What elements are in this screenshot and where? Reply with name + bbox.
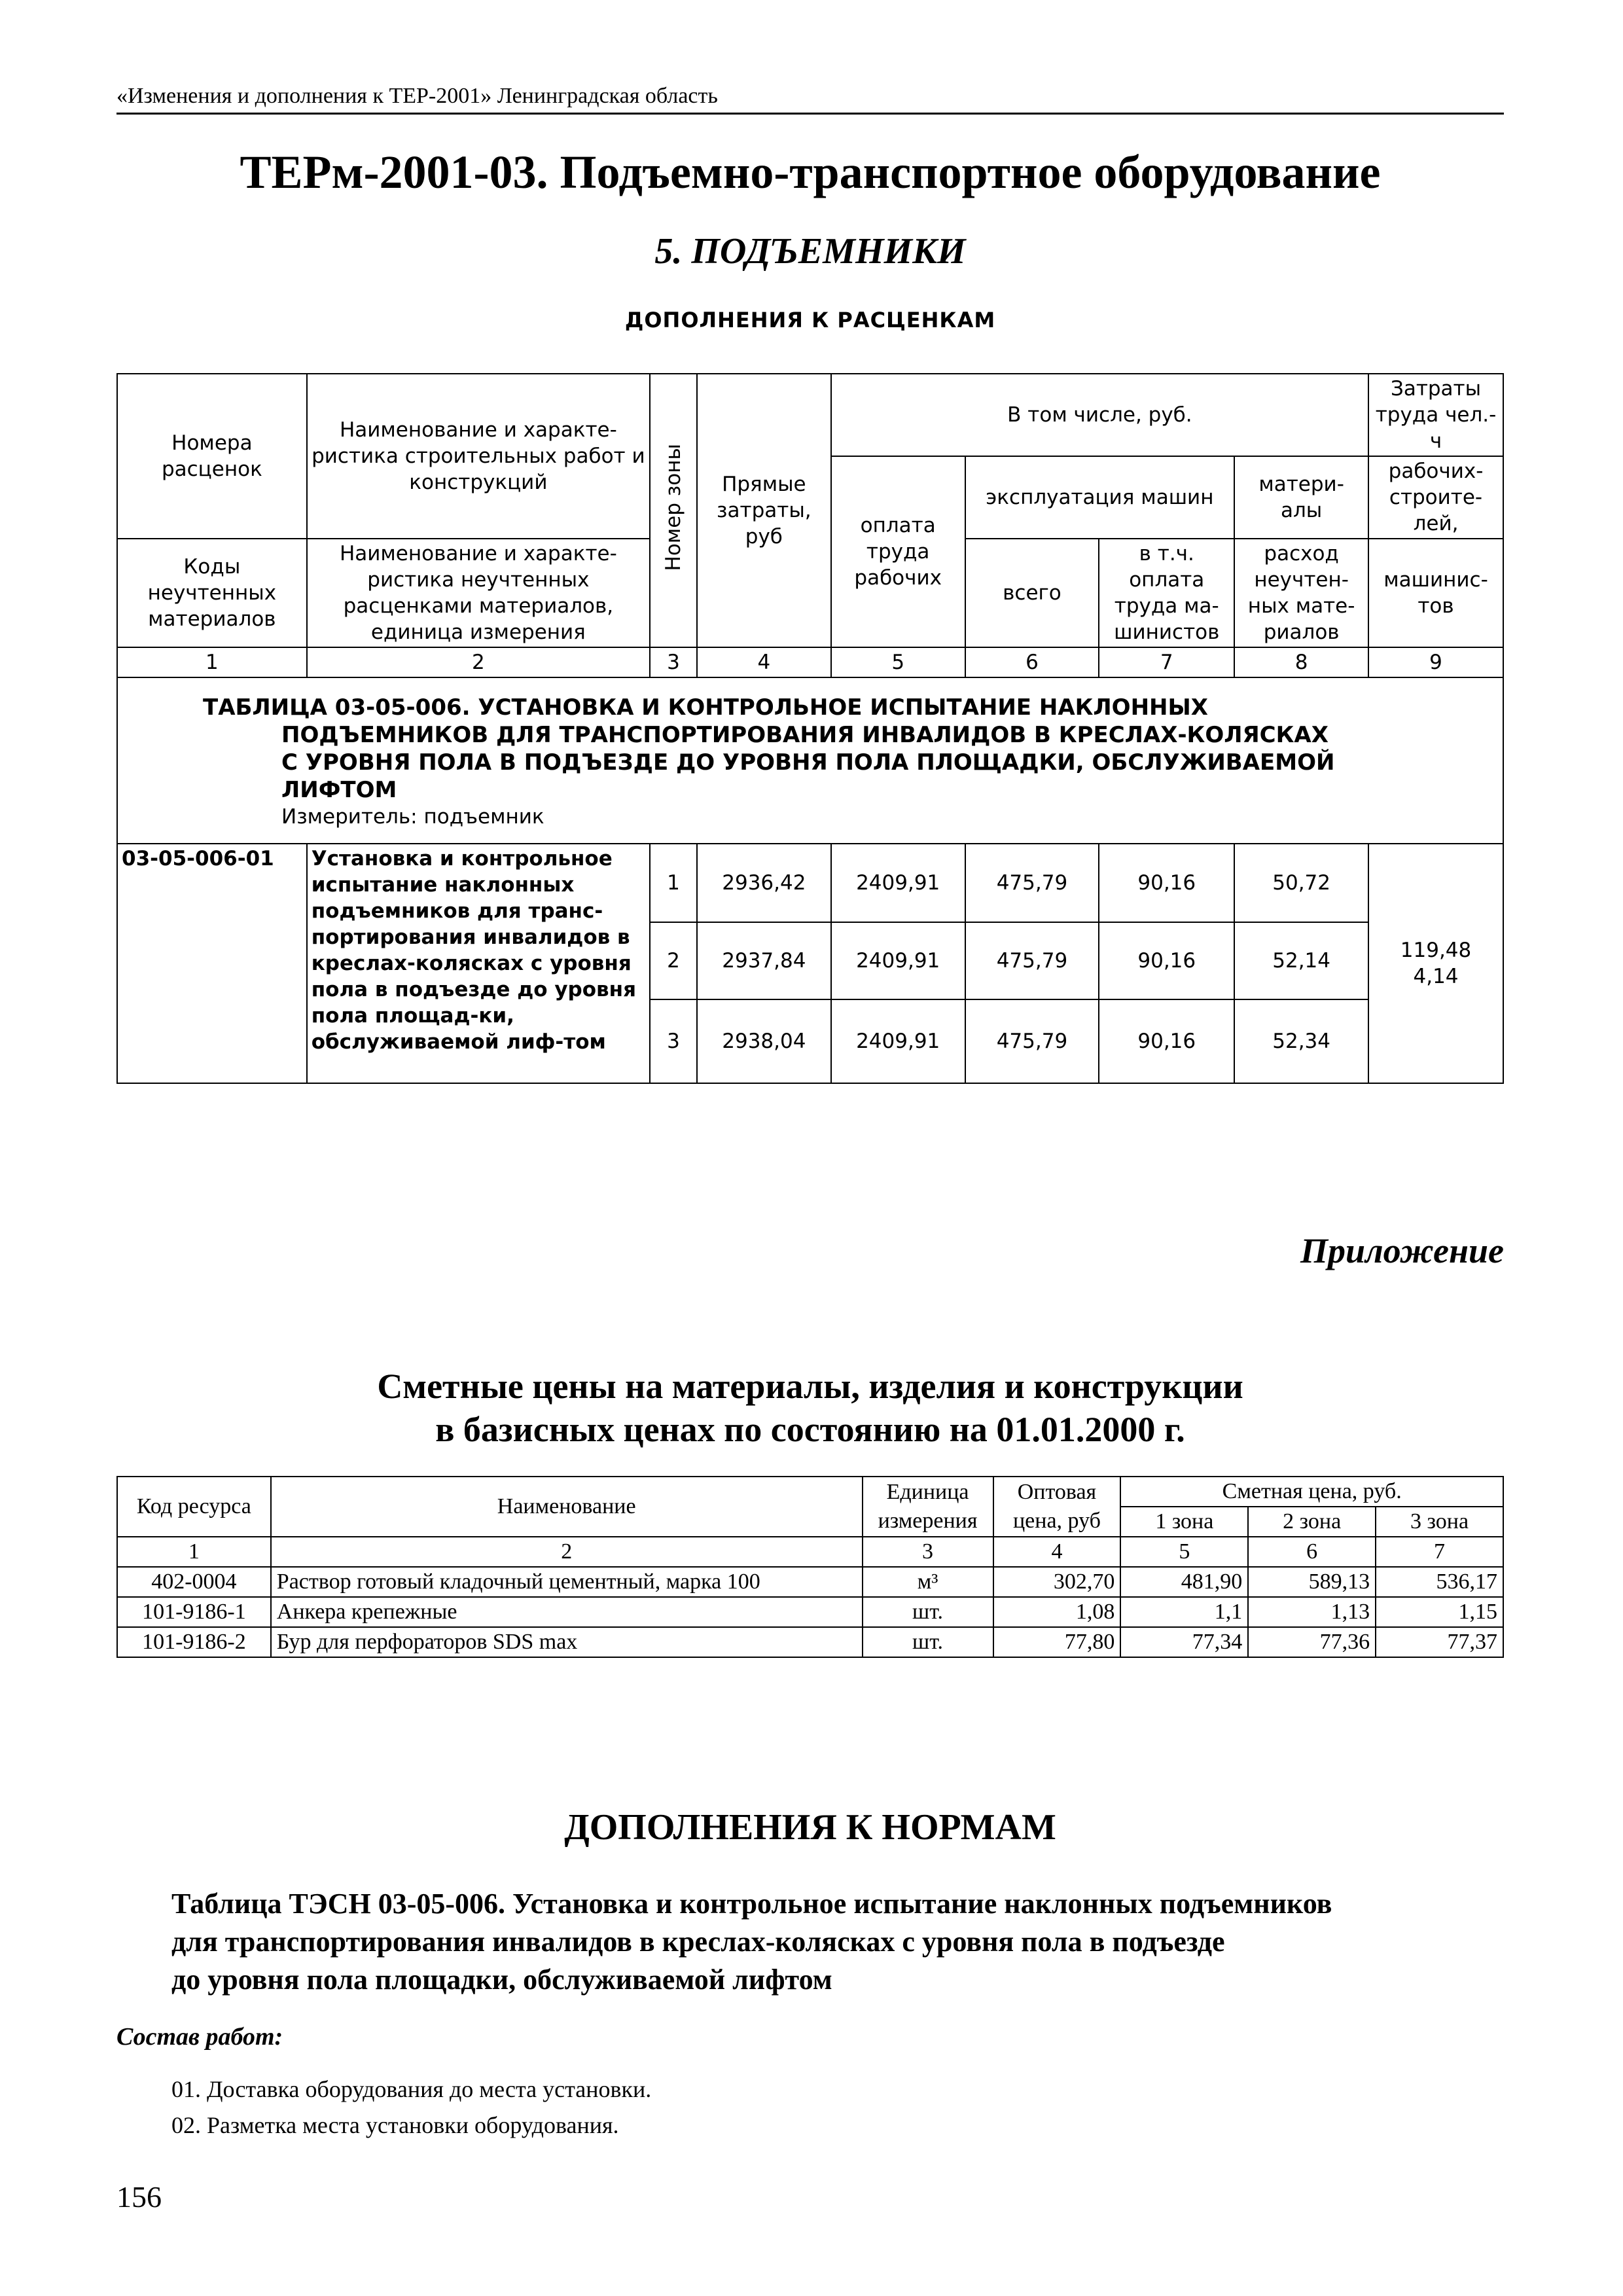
list-item: 02. Разметка места установки оборудования. (171, 2112, 619, 2138)
header-work-name: Наименование и характе-ристика строительных работ и конструкций (307, 374, 650, 539)
header-machines-operators: в т.ч. оплата труда ма-шинистов (1099, 539, 1234, 647)
header-estimate-price: Сметная цена, руб. (1120, 1477, 1503, 1507)
work-list (171, 2072, 651, 2144)
workers-pay: 2409,91 (831, 922, 965, 999)
subsection-title: ДОПОЛНЕНИЯ К РАСЦЕНКАМ (624, 308, 996, 332)
materials: 50,72 (1234, 844, 1368, 922)
header-materials-name: Наименование и характе-ристика неучтенных расценками материалов, единица измерения (307, 539, 650, 647)
column-number: 6 (1248, 1537, 1376, 1567)
header-machines: эксплуатация машин (965, 456, 1235, 539)
norms-title: ДОПОЛНЕНИЯ К НОРМАМ (564, 1807, 1056, 1848)
machines-total: 475,79 (965, 999, 1099, 1083)
resource-code: 101-9186-2 (117, 1627, 271, 1657)
machines-total: 475,79 (965, 922, 1099, 999)
resource-name: Раствор готовый кладочный цементный, марка 100 (271, 1567, 863, 1597)
rate-name: Установка и контрольное испытание наклонных подъемников для транс-портирования инвалидов в креслах-колясках с уровня пола в подъезде до уровня пола площад-ки, обслуживаемой лиф-том (307, 844, 650, 1083)
column-number: 4 (993, 1537, 1121, 1567)
column-numbers-row (117, 1537, 1503, 1567)
page-number: 156 (116, 2180, 162, 2214)
column-number: 8 (1234, 647, 1368, 677)
machines-operators: 90,16 (1099, 844, 1234, 922)
norms-table-title-line: до уровня пола площадки, обслуживаемой лифтом (171, 1964, 832, 1996)
composition-label: Состав работ: (116, 2023, 283, 2051)
header-labor-workers: рабочих-строите-лей, (1368, 456, 1503, 539)
resource-code: 402-0004 (117, 1567, 271, 1597)
zone-number: 3 (650, 999, 697, 1083)
table-caption (117, 677, 1503, 844)
prices-table (116, 1476, 1504, 1658)
zone-2-price: 77,36 (1248, 1627, 1376, 1657)
resource-name: Анкера крепежные (271, 1597, 863, 1627)
resource-unit: шт. (863, 1627, 993, 1657)
zone-number: 2 (650, 922, 697, 999)
header-rate-numbers: Номера расценок (117, 374, 307, 539)
column-number: 2 (307, 647, 650, 677)
zone-1-price: 481,90 (1120, 1567, 1248, 1597)
zone-3-price: 536,17 (1376, 1567, 1503, 1597)
table-row (117, 1597, 1503, 1627)
header-direct-costs: Прямые затраты, руб (697, 374, 831, 647)
column-number: 4 (697, 647, 831, 677)
zone-2-price: 589,13 (1248, 1567, 1376, 1597)
header-including: В том числе, руб. (831, 374, 1368, 456)
wholesale-price: 1,08 (993, 1597, 1121, 1627)
caption-measure: Измеритель: подъемник (281, 805, 544, 829)
wholesale-price: 302,70 (993, 1567, 1121, 1597)
column-number: 5 (1120, 1537, 1248, 1567)
caption-line: ПОДЪЕМНИКОВ ДЛЯ ТРАНСПОРТИРОВАНИЯ ИНВАЛИДОВ В КРЕСЛАХ-КОЛЯСКАХ (281, 722, 1329, 748)
running-head: «Изменения и дополнения к ТЕР-2001» Ленинградская область (116, 84, 1504, 115)
header-workers-pay: оплата труда рабочих (831, 456, 965, 647)
labor-costs (1368, 844, 1503, 1083)
norms-table-title-line: Таблица ТЭСН 03-05-006. Установка и контрольное испытание наклонных подъемников (171, 1888, 1332, 1920)
column-number: 6 (965, 647, 1099, 677)
machines-operators: 90,16 (1099, 922, 1234, 999)
column-numbers-row (117, 647, 1503, 677)
direct-costs: 2938,04 (697, 999, 831, 1083)
column-number: 7 (1376, 1537, 1503, 1567)
header-wholesale-price: Оптовая цена, руб (993, 1477, 1121, 1537)
header-zone-3: 3 зона (1376, 1507, 1503, 1537)
header-materials: матери-алы (1234, 456, 1368, 539)
materials: 52,34 (1234, 999, 1368, 1083)
rates-table (116, 373, 1504, 1084)
header-machines-total: всего (965, 539, 1099, 647)
header-zone (650, 374, 697, 647)
caption-line: ТАБЛИЦА 03-05-006. УСТАНОВКА И КОНТРОЛЬНОЕ ИСПЫТАНИЕ НАКЛОННЫХ (203, 694, 1208, 721)
zone-3-price: 1,15 (1376, 1597, 1503, 1627)
direct-costs: 2937,84 (697, 922, 831, 999)
workers-pay: 2409,91 (831, 844, 965, 922)
section-title: 5. ПОДЪЕМНИКИ (654, 231, 966, 272)
resource-code: 101-9186-1 (117, 1597, 271, 1627)
header-materials-consumption: расход неучтен-ных мате-риалов (1234, 539, 1368, 647)
workers-pay: 2409,91 (831, 999, 965, 1083)
header-unit: Единица измерения (863, 1477, 993, 1537)
zone-1-price: 77,34 (1120, 1627, 1248, 1657)
resource-unit: м³ (863, 1567, 993, 1597)
column-number: 1 (117, 647, 307, 677)
column-number: 3 (863, 1537, 993, 1567)
table-row (117, 1627, 1503, 1657)
page-title: ТЕРм-2001-03. Подъемно-транспортное оборудование (240, 146, 1381, 198)
prices-title (116, 1365, 1504, 1451)
wholesale-price: 77,80 (993, 1627, 1121, 1657)
labor-operators: 4,14 (1413, 965, 1459, 988)
header-name: Наименование (271, 1477, 863, 1537)
column-number: 3 (650, 647, 697, 677)
caption-line: С УРОВНЯ ПОЛА В ПОДЪЕЗДЕ ДО УРОВНЯ ПОЛА ПЛОЩАДКИ, ОБСЛУЖИВАЕМОЙ (281, 749, 1335, 776)
zone-number: 1 (650, 844, 697, 922)
appendix-label: Приложение (1300, 1231, 1504, 1270)
norms-table-title (171, 1885, 1504, 1999)
header-codes: Коды неучтенных материалов (117, 539, 307, 647)
norms-table-title-line: для транспортирования инвалидов в креслах-колясках с уровня пола в подъезде (171, 1926, 1225, 1958)
caption-line: ЛИФТОМ (281, 777, 397, 803)
resource-name: Бур для перфораторов SDS max (271, 1627, 863, 1657)
header-zone-label: Номер зоны (661, 443, 685, 571)
machines-total: 475,79 (965, 844, 1099, 922)
column-number: 5 (831, 647, 965, 677)
prices-title-line: в базисных ценах по состоянию на 01.01.2000 г. (435, 1410, 1185, 1449)
column-number: 1 (117, 1537, 271, 1567)
table-row (117, 1567, 1503, 1597)
rate-code: 03-05-006-01 (117, 844, 307, 1083)
header-labor-operators: машинис-тов (1368, 539, 1503, 647)
zone-1-price: 1,1 (1120, 1597, 1248, 1627)
zone-3-price: 77,37 (1376, 1627, 1503, 1657)
labor-workers: 119,48 (1400, 939, 1472, 962)
column-number: 2 (271, 1537, 863, 1567)
materials: 52,14 (1234, 922, 1368, 999)
header-zone-1: 1 зона (1120, 1507, 1248, 1537)
header-resource-code: Код ресурса (117, 1477, 271, 1537)
column-number: 7 (1099, 647, 1234, 677)
table-row (117, 844, 1503, 922)
prices-title-line: Сметные цены на материалы, изделия и конструкции (377, 1367, 1243, 1406)
resource-unit: шт. (863, 1597, 993, 1627)
header-zone-2: 2 зона (1248, 1507, 1376, 1537)
column-number: 9 (1368, 647, 1503, 677)
direct-costs: 2936,42 (697, 844, 831, 922)
machines-operators: 90,16 (1099, 999, 1234, 1083)
header-labor-costs: Затраты труда чел.-ч (1368, 374, 1503, 456)
list-item: 01. Доставка оборудования до места установки. (171, 2076, 652, 2102)
zone-2-price: 1,13 (1248, 1597, 1376, 1627)
